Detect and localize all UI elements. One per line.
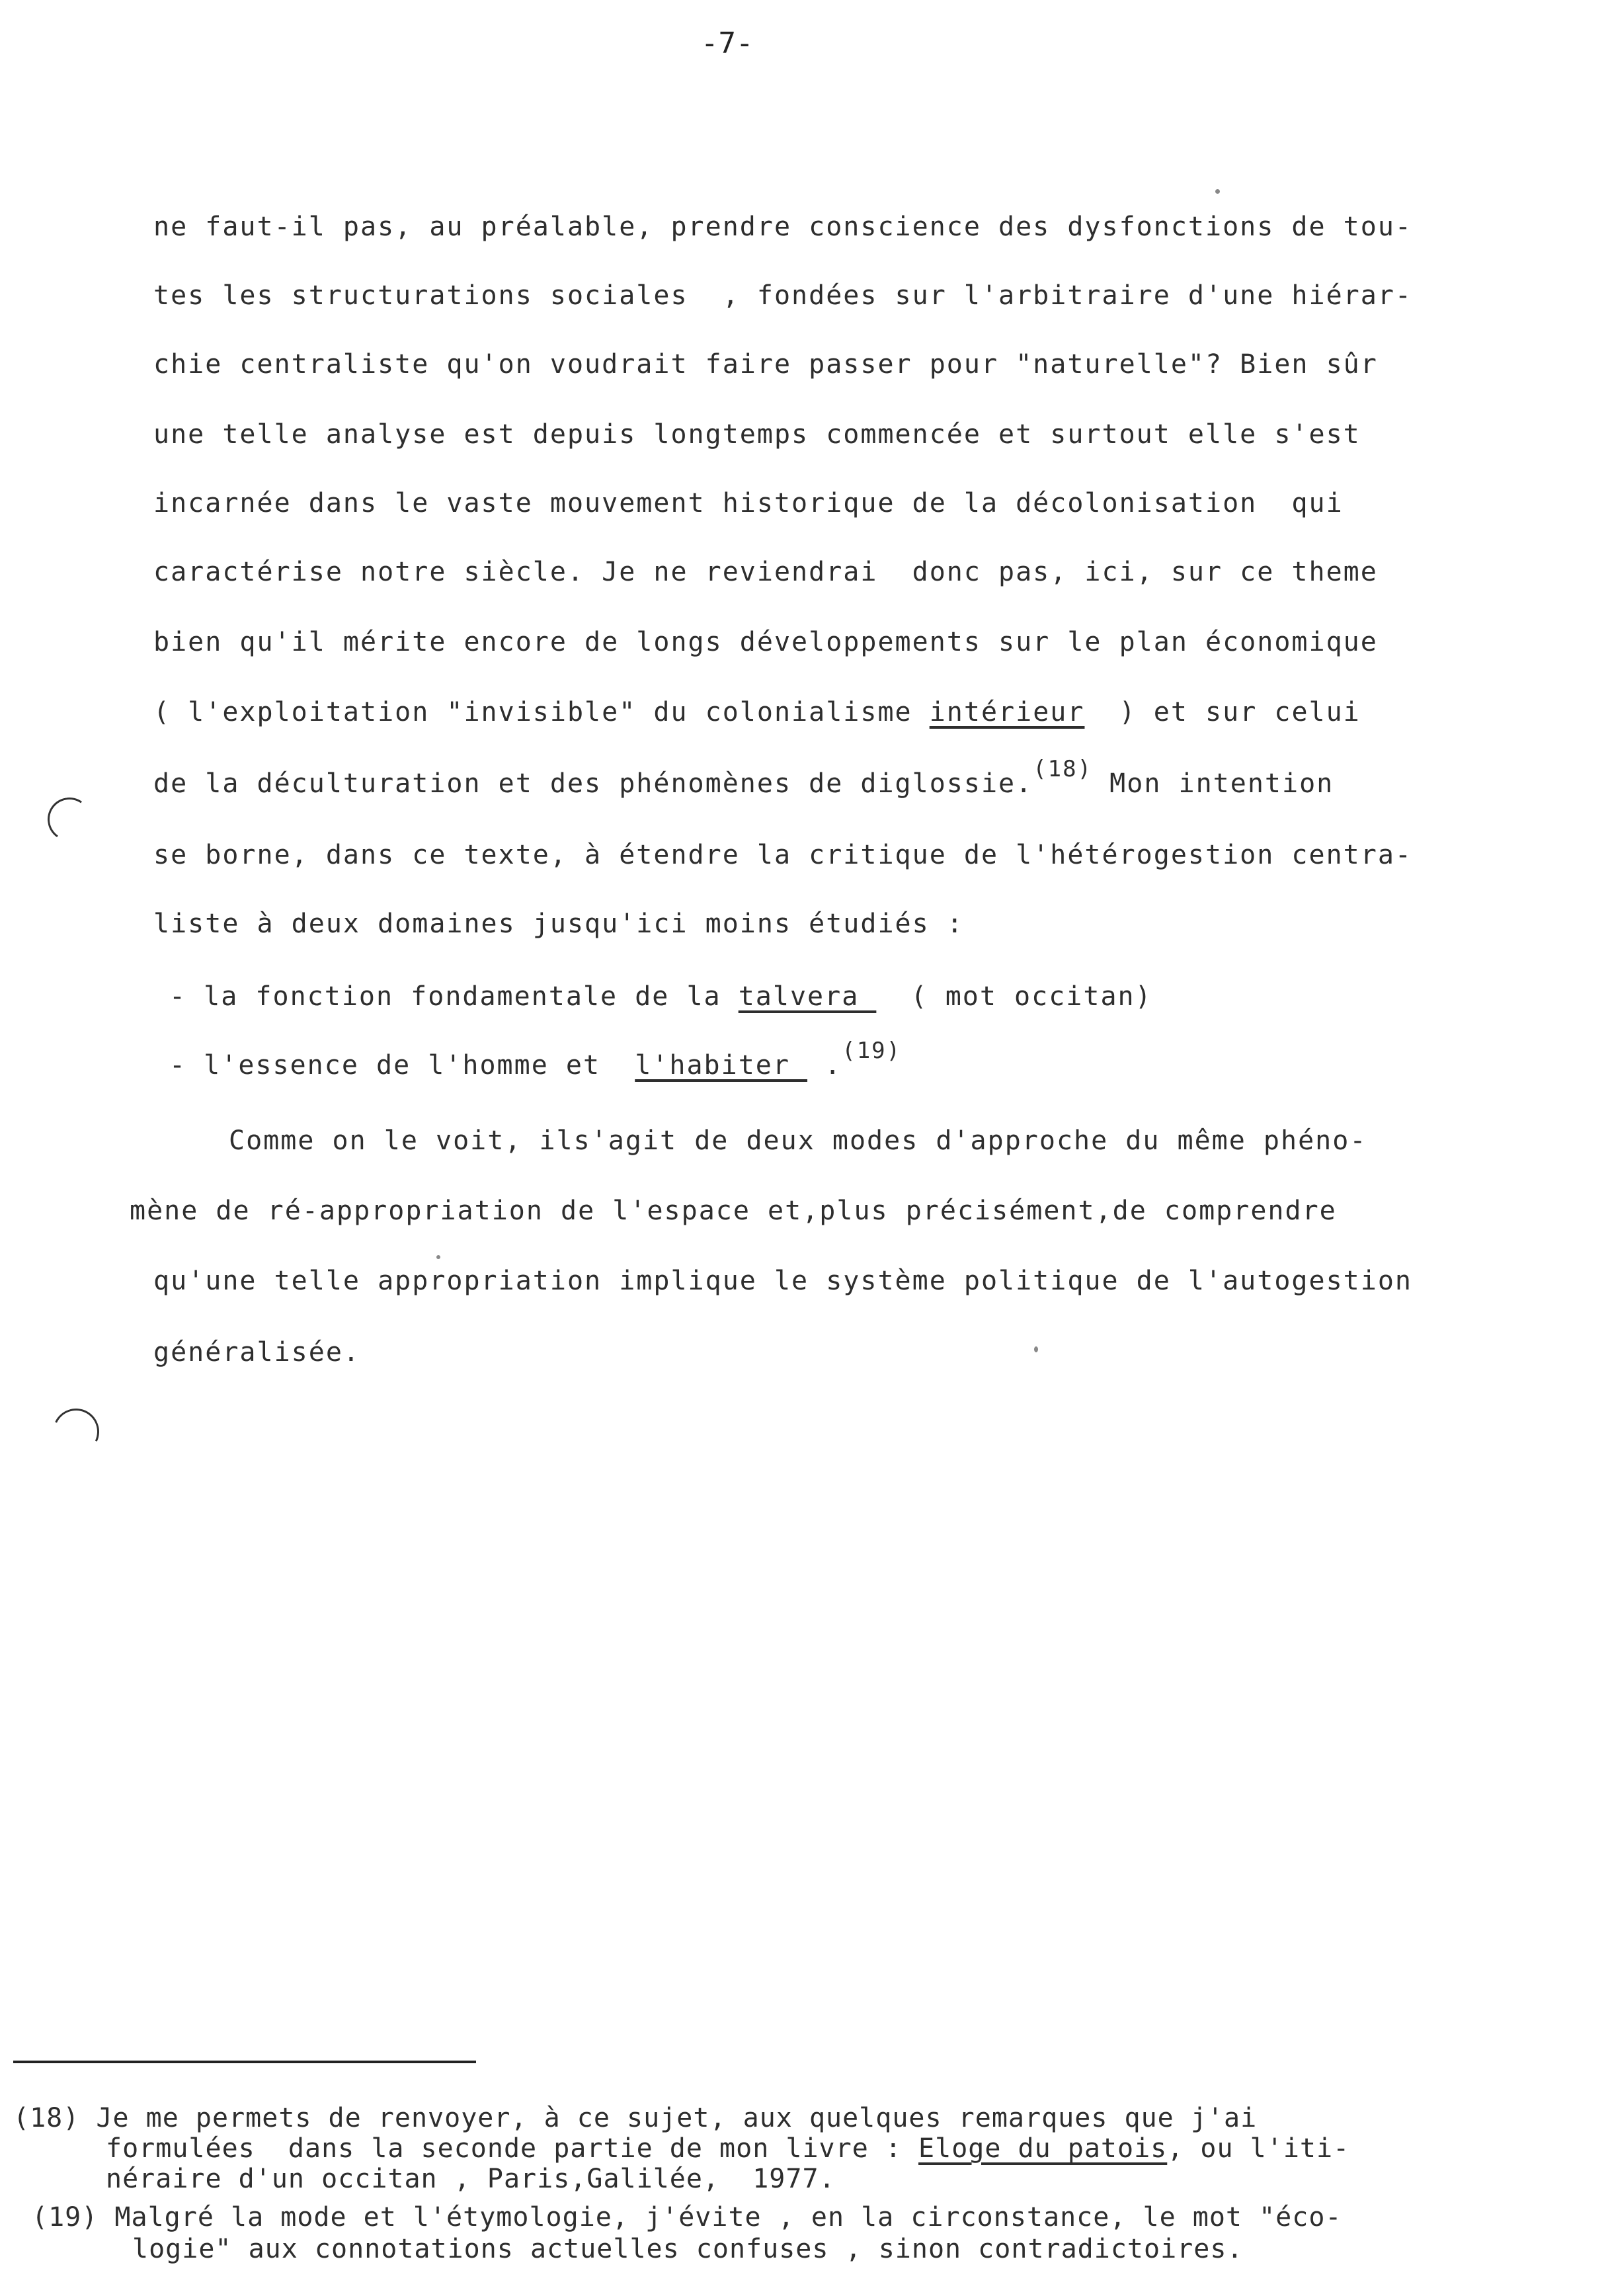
list-text: ( mot occitan)	[876, 981, 1152, 1012]
body-text: ) et sur celui	[1084, 697, 1361, 727]
footnote-18-line-1: (18) Je me permets de renvoyer, à ce sujet, aux quelques remarques que j'ai	[13, 2103, 1258, 2133]
margin-mark-bottom	[46, 1402, 106, 1461]
body-text: ( l'exploitation "invisible" du colonialisme	[153, 697, 930, 727]
body-line-9	[153, 756, 1334, 799]
footnote-19-line-1: (19) Malgré la mode et l'étymologie, j'évite , en la circonstance, le mot "éco-	[32, 2202, 1342, 2233]
footnote-separator	[13, 2061, 476, 2063]
body-line-11: liste à deux domaines jusqu'ici moins étudiés :	[153, 909, 964, 939]
list-text: - l'essence de l'homme et	[169, 1050, 635, 1081]
body-line-1: ne faut-il pas, au préalable, prendre conscience des dysfonctions de tou-	[153, 212, 1412, 242]
book-title: Eloge du patois	[918, 2133, 1168, 2164]
body-line-14: Comme on le voit, ils'agit de deux modes d'approche du même phéno-	[229, 1126, 1367, 1156]
body-line-10: se borne, dans ce texte, à étendre la critique de l'hétérogestion centra-	[153, 840, 1412, 870]
body-text: de la déculturation et des phénomènes de diglossie.	[153, 768, 1033, 799]
page-number: -7-	[701, 26, 754, 60]
body-line-5: incarnée dans le vaste mouvement historique de la décolonisation qui	[153, 488, 1344, 518]
footnote-text: , ou l'iti-	[1167, 2133, 1350, 2164]
stray-speck	[1034, 1346, 1038, 1352]
footnote-18-line-3: néraire d'un occitan , Paris,Galilée, 1977.	[106, 2164, 836, 2194]
footnote-ref-18: (18)	[1033, 756, 1093, 782]
body-line-2: tes les structurations sociales , fondées sur l'arbitraire d'une hiérar-	[153, 280, 1412, 311]
footnote-text: formulées dans la seconde partie de mon livre :	[106, 2133, 919, 2164]
body-line-17: généralisée.	[153, 1337, 360, 1368]
body-line-8	[153, 697, 1361, 727]
body-line-4: une telle analyse est depuis longtemps commencée et surtout elle s'est	[153, 419, 1361, 450]
list-item-2	[169, 1038, 902, 1081]
underlined-term: l'habiter	[635, 1050, 808, 1081]
underlined-term: talvera	[738, 981, 877, 1012]
body-line-3: chie centraliste qu'on voudrait faire passer pour "naturelle"? Bien sûr	[153, 349, 1378, 380]
footnote-18-line-2	[106, 2133, 1349, 2164]
body-line-6: caractérise notre siècle. Je ne reviendrai donc pas, ici, sur ce theme	[153, 557, 1378, 587]
list-item-1	[169, 981, 1152, 1012]
stray-speck	[1215, 189, 1220, 194]
underlined-term: intérieur	[929, 697, 1085, 727]
body-line-7: bien qu'il mérite encore de longs développements sur le plan économique	[153, 627, 1378, 657]
margin-mark-top	[44, 794, 95, 844]
body-line-16: qu'une telle appropriation implique le système politique de l'autogestion	[153, 1266, 1412, 1296]
stray-speck	[436, 1255, 440, 1259]
body-line-15: mène de ré-appropriation de l'espace et,plus précisément,de comprendre	[130, 1196, 1337, 1226]
footnote-ref-19: (19)	[842, 1038, 902, 1064]
list-text: .	[807, 1050, 842, 1081]
footnote-19-line-2: logie" aux connotations actuelles confuses , sinon contradictoires.	[132, 2234, 1244, 2264]
body-text: Mon intention	[1092, 768, 1334, 799]
list-text: - la fonction fondamentale de la	[169, 981, 739, 1012]
